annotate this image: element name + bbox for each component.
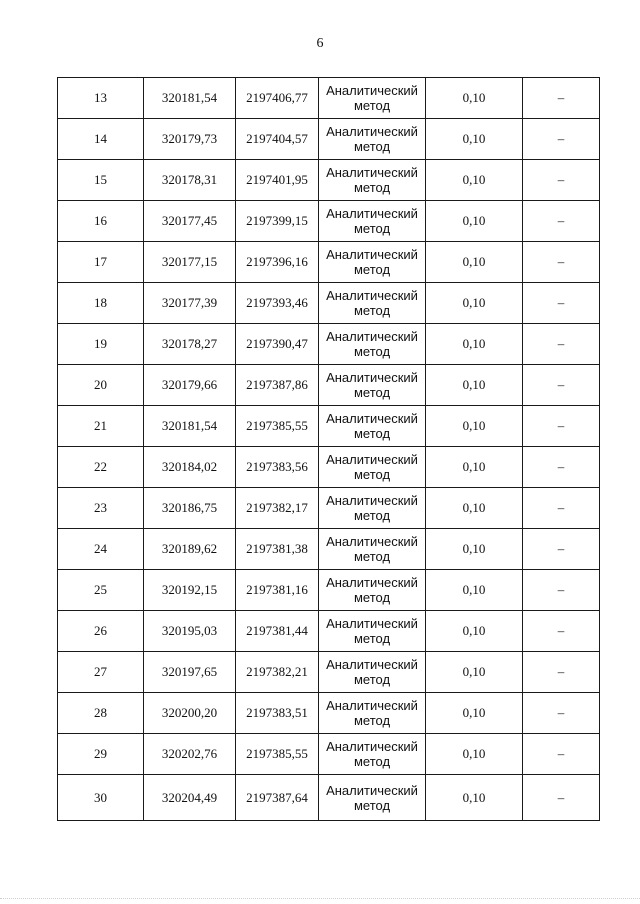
table-row [58,529,600,570]
y-coordinate-cell: 2197390,47 [236,324,319,365]
method-line-2: метод [353,754,391,769]
y-coordinate-cell: 2197396,16 [236,242,319,283]
method-line-2: метод [353,590,391,605]
accuracy-cell: 0,10 [426,488,523,529]
note-cell: – [523,78,600,119]
x-coordinate-cell: 320177,15 [144,242,236,283]
accuracy-cell: 0,10 [426,775,523,821]
accuracy-cell: 0,10 [426,324,523,365]
point-number-cell: 24 [58,529,144,570]
method-line-1: Аналитический [326,657,418,672]
method-line-2: метод [353,672,391,687]
y-coordinate-cell: 2197399,15 [236,201,319,242]
method-line-1: Аналитический [326,452,418,467]
y-coordinate-cell: 2197381,16 [236,570,319,611]
method-line-2: метод [353,180,391,195]
method-cell [319,242,426,283]
accuracy-cell: 0,10 [426,160,523,201]
x-coordinate-cell: 320204,49 [144,775,236,821]
x-coordinate-cell: 320195,03 [144,611,236,652]
x-coordinate-cell: 320197,65 [144,652,236,693]
accuracy-cell: 0,10 [426,119,523,160]
note-cell: – [523,447,600,488]
table-row [58,201,600,242]
method-line-1: Аналитический [326,698,418,713]
method-line-1: Аналитический [326,616,418,631]
table-row [58,447,600,488]
point-number-cell: 26 [58,611,144,652]
accuracy-cell: 0,10 [426,242,523,283]
point-number-cell: 28 [58,693,144,734]
method-line-1: Аналитический [326,739,418,754]
table-row [58,693,600,734]
method-line-1: Аналитический [326,329,418,344]
point-number-cell: 20 [58,365,144,406]
method-line-2: метод [353,797,391,813]
method-cell [319,365,426,406]
method-cell [319,160,426,201]
table-row [58,734,600,775]
accuracy-cell: 0,10 [426,529,523,570]
method-cell [319,201,426,242]
point-number-cell: 19 [58,324,144,365]
accuracy-cell: 0,10 [426,611,523,652]
table-row [58,78,600,119]
method-line-1: Аналитический [326,83,418,98]
note-cell: – [523,693,600,734]
note-cell: – [523,406,600,447]
table-row [58,406,600,447]
y-coordinate-cell: 2197393,46 [236,283,319,324]
method-cell [319,447,426,488]
method-cell [319,693,426,734]
table-row [58,324,600,365]
y-coordinate-cell: 2197383,51 [236,693,319,734]
table-row [58,242,600,283]
x-coordinate-cell: 320179,73 [144,119,236,160]
accuracy-cell: 0,10 [426,652,523,693]
x-coordinate-cell: 320189,62 [144,529,236,570]
x-coordinate-cell: 320179,66 [144,365,236,406]
method-cell [319,652,426,693]
method-line-2: метод [353,262,391,277]
point-number-cell: 25 [58,570,144,611]
y-coordinate-cell: 2197387,86 [236,365,319,406]
method-line-1: Аналитический [326,411,418,426]
method-line-2: метод [353,549,391,564]
x-coordinate-cell: 320177,45 [144,201,236,242]
x-coordinate-cell: 320177,39 [144,283,236,324]
method-cell [319,78,426,119]
table-row [58,160,600,201]
x-coordinate-cell: 320184,02 [144,447,236,488]
note-cell: – [523,529,600,570]
table-row [58,365,600,406]
y-coordinate-cell: 2197381,38 [236,529,319,570]
note-cell: – [523,119,600,160]
accuracy-cell: 0,10 [426,693,523,734]
method-cell [319,611,426,652]
method-line-1: Аналитический [326,206,418,221]
method-cell [319,529,426,570]
point-number-cell: 18 [58,283,144,324]
y-coordinate-cell: 2197401,95 [236,160,319,201]
y-coordinate-cell: 2197385,55 [236,734,319,775]
accuracy-cell: 0,10 [426,734,523,775]
x-coordinate-cell: 320192,15 [144,570,236,611]
method-line-2: метод [353,139,391,154]
note-cell: – [523,242,600,283]
point-number-cell: 14 [58,119,144,160]
method-line-1: Аналитический [326,288,418,303]
table-row [58,283,600,324]
method-line-1: Аналитический [326,534,418,549]
method-cell [319,488,426,529]
method-cell [319,283,426,324]
x-coordinate-cell: 320181,54 [144,78,236,119]
accuracy-cell: 0,10 [426,201,523,242]
method-cell [319,406,426,447]
x-coordinate-cell: 320202,76 [144,734,236,775]
note-cell: – [523,734,600,775]
y-coordinate-cell: 2197383,56 [236,447,319,488]
y-coordinate-cell: 2197387,64 [236,775,319,821]
coordinates-table [57,77,600,821]
method-cell [319,775,426,821]
method-line-2: метод [353,467,391,482]
accuracy-cell: 0,10 [426,283,523,324]
point-number-cell: 16 [58,201,144,242]
y-coordinate-cell: 2197382,21 [236,652,319,693]
note-cell: – [523,775,600,821]
x-coordinate-cell: 320200,20 [144,693,236,734]
point-number-cell: 22 [58,447,144,488]
y-coordinate-cell: 2197382,17 [236,488,319,529]
note-cell: – [523,611,600,652]
point-number-cell: 15 [58,160,144,201]
method-cell [319,570,426,611]
x-coordinate-cell: 320186,75 [144,488,236,529]
y-coordinate-cell: 2197385,55 [236,406,319,447]
table-row [58,652,600,693]
method-line-2: метод [353,508,391,523]
method-line-1: Аналитический [326,165,418,180]
scan-edge-divider [0,898,640,901]
x-coordinate-cell: 320178,31 [144,160,236,201]
method-line-2: метод [353,303,391,318]
x-coordinate-cell: 320181,54 [144,406,236,447]
method-line-1: Аналитический [326,782,418,798]
method-line-2: метод [353,426,391,441]
note-cell: – [523,160,600,201]
method-cell [319,324,426,365]
note-cell: – [523,283,600,324]
method-line-2: метод [353,221,391,236]
point-number-cell: 13 [58,78,144,119]
method-cell [319,734,426,775]
method-line-1: Аналитический [326,124,418,139]
method-line-2: метод [353,98,391,113]
method-line-1: Аналитический [326,247,418,262]
page-number: 6 [316,36,324,51]
accuracy-cell: 0,10 [426,447,523,488]
note-cell: – [523,324,600,365]
table-row [58,775,600,821]
method-line-2: метод [353,344,391,359]
x-coordinate-cell: 320178,27 [144,324,236,365]
method-line-2: метод [353,713,391,728]
method-cell [319,119,426,160]
y-coordinate-cell: 2197404,57 [236,119,319,160]
accuracy-cell: 0,10 [426,406,523,447]
note-cell: – [523,652,600,693]
table-row [58,488,600,529]
method-line-1: Аналитический [326,493,418,508]
accuracy-cell: 0,10 [426,365,523,406]
point-number-cell: 29 [58,734,144,775]
point-number-cell: 30 [58,775,144,821]
y-coordinate-cell: 2197381,44 [236,611,319,652]
note-cell: – [523,488,600,529]
note-cell: – [523,201,600,242]
method-line-2: метод [353,631,391,646]
point-number-cell: 27 [58,652,144,693]
y-coordinate-cell: 2197406,77 [236,78,319,119]
table-row [58,119,600,160]
point-number-cell: 17 [58,242,144,283]
method-line-1: Аналитический [326,575,418,590]
method-line-1: Аналитический [326,370,418,385]
point-number-cell: 23 [58,488,144,529]
method-line-2: метод [353,385,391,400]
note-cell: – [523,365,600,406]
accuracy-cell: 0,10 [426,78,523,119]
note-cell: – [523,570,600,611]
table-row [58,570,600,611]
table-row [58,611,600,652]
point-number-cell: 21 [58,406,144,447]
accuracy-cell: 0,10 [426,570,523,611]
